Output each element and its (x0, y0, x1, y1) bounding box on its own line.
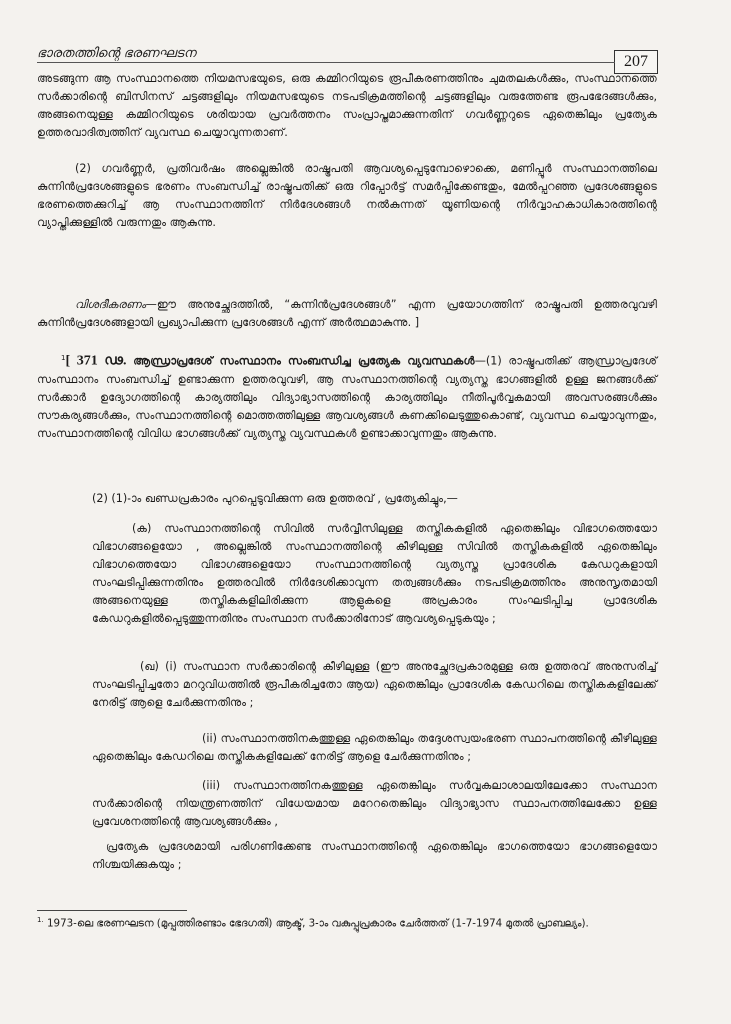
article-text: —(1) രാഷ്ട്രപതിക്ക് ആന്ധ്രാപ്രദേശ് സംസ്ഥാനം സംബന്ധിച്ച് ഉണ്ടാക്കുന്ന ഉത്തരവുവഴി, ആ സംസ്ഥാനത്തിന്റെ വ്യത്യസ്ത ഭാഗങ്ങളിൽ ഉള്ള ജനങ്ങൾക്ക് സർക്കാർ ഉദ്യോഗത്തിന്റെ കാര്യത്തിലും വിദ്യാഭ്യാസത്തിന്റെ കാര്യത്തിലും നീതിപൂർവ്വകമായി അവസരങ്ങൾക്കും സൗകര്യങ്ങൾക്കും, സംസ്ഥാനത്തിന്റെ മൊത്തത്തിലുള്ള ആവശ്യങ്ങൾ കണക്കിലെടുത്തുകൊണ്ട്, വ്യവസ്ഥ ചെയ്യാവുന്നതും, സംസ്ഥാനത്തിന്റെ വിവിധ ഭാഗങ്ങൾക്ക് വ്യത്യസ്ത വ്യവസ്ഥകൾ ഉണ്ടാക്കാവുന്നതും ആകുന്നു. (37, 354, 658, 440)
article-number: [ 371 ഢ. (65, 353, 127, 369)
clause-b-ii: (ii) സംസ്ഥാനത്തിനകത്തുള്ള ഏതെങ്കിലും തദ്ദേശസ്വയംഭരണ സ്ഥാപനത്തിന്റെ കീഴിലുള്ള ഏതെങ്കിലും കേഡറിലെ തസ്തികകളിലേക്ക് നേരിട്ട് ആളെ ചേർക്കുന്നതിനും ; (92, 732, 657, 763)
clause-2: (2) (1)-ാം ഖണ്ഡപ്രകാരം പുറപ്പെടുവിക്കുന്ന ഒരു ഉത്തരവ് , പ്രത്യേകിച്ചും,— (92, 492, 458, 505)
clause-b-i: (ഖ) (i) സംസ്ഥാന സർക്കാരിന്റെ കീഴിലുള്ള (ഈ അനുച്ഛേദപ്രകാരമുള്ള ഒരു ഉത്തരവ് അനുസരിച്ച് സംഘടിപ്പിച്ചതോ മററുവിധത്തിൽ രൂപീകരിച്ചതോ ആയ) ഏതെങ്കിലും പ്രാദേശിക കേഡറിലെ തസ്തികകളിലേക്ക് നേരിട്ട് ആളെ ചേർക്കുന്നതിനും ; (92, 660, 657, 709)
running-head: ഭാരതത്തിന്റെ ഭരണഘടന (37, 46, 196, 61)
footnote-reference: 1 (61, 354, 66, 362)
footnote-mark: 1. (37, 916, 44, 924)
explanation-paragraph (37, 296, 657, 332)
footnote (37, 913, 657, 931)
page-number: 207 (614, 50, 658, 74)
header-rule (37, 62, 615, 63)
clause-b-tail: പ്രത്യേക പ്രദേശമായി പരിഗണിക്കേണ്ട സംസ്ഥാനത്തിന്റെ ഏതെങ്കിലും ഭാഗത്തെയോ ഭാഗങ്ങളെയോ നിശ്ചയിക്കുകയും ; (92, 840, 657, 871)
explanation-body: —ഈ അനുച്ഛേദത്തിൽ, “കുന്നിൻപ്രദേശങ്ങൾ” എന്ന പ്രയോഗത്തിന് രാഷ്ട്രപതി ഉത്തരവുവഴി കുന്നിൻപ്രദേശങ്ങളായി പ്രഖ്യാപിക്കുന്ന പ്രദേശങ്ങൾ എന്ന് അർത്ഥമാകുന്നു. ] (37, 298, 657, 329)
article-371d-paragraph (37, 349, 657, 443)
paragraph-1: അടങ്ങുന്ന ആ സംസ്ഥാനത്തെ നിയമസഭയുടെ, ഒരു കമ്മിററിയുടെ രൂപീകരണത്തിനും ചുമതലകൾക്കും, സംസ്ഥാനത്തെ സർക്കാരിന്റെ ബിസിനസ് ചട്ടങ്ങളിലും നിയമസഭയുടെ നടപടിക്രമത്തിന്റെ ചട്ടങ്ങളിലും വരുത്തേണ്ട രൂപഭേദങ്ങൾക്കും, അങ്ങനെയുള്ള കമ്മിററിയുടെ ശരിയായ പ്രവർത്തനം സംപ്രാപ്തമാക്കുന്നതിന് ഗവർണ്ണറുടെ ഏതെങ്കിലും പ്രത്യേക ഉത്തരവാദിത്വത്തിന് വ്യവസ്ഥ ചെയ്യാവുന്നതാണ്. (37, 72, 657, 139)
footnote-text: 1973-ലെ ഭരണഘടന (മുപ്പത്തിരണ്ടാം ഭേദഗതി) ആക്ട്, 3-ാം വകുപ്പുപ്രകാരം ചേർത്തത് (1-7-1974 മുതൽ പ്രാബല്യം). (46, 917, 589, 930)
explanation-lead: വിശദീകരണം (75, 298, 146, 311)
clause-b-iii: (iii) സംസ്ഥാനത്തിനകത്തുള്ള ഏതെങ്കിലും സർവ്വകലാശാലയിലേക്കോ സംസ്ഥാന സർക്കാരിന്റെ നിയന്ത്രണത്തിന് വിധേയമായ മറേറതെങ്കിലും വിദ്യാഭ്യാസ സ്ഥാപനത്തിലേക്കോ ഉള്ള പ്രവേശനത്തിന്റെ ആവശ്യങ്ങൾക്കും , (92, 779, 657, 828)
article-heading: ആന്ധ്രാപ്രദേശ് സംസ്ഥാനം സംബന്ധിച്ച പ്രത്യേക വ്യവസ്ഥകൾ (133, 354, 475, 368)
clause-a: (ക) സംസ്ഥാനത്തിന്റെ സിവിൽ സർവ്വീസിലുള്ള തസ്തികകളിൽ ഏതെങ്കിലും വിഭാഗത്തെയോ വിഭാഗങ്ങളെയോ , അല്ലെങ്കിൽ സംസ്ഥാനത്തിന്റെ കീഴിലുള്ള സിവിൽ തസ്തികകളിൽ ഏതെങ്കിലും വിഭാഗത്തെയോ വിഭാഗങ്ങളെയോ സംസ്ഥാനത്തിന്റെ വ്യത്യസ്ത പ്രാദേശിക കേഡറുകളായി സംഘടിപ്പിക്കുന്നതിനും ഉത്തരവിൽ നിർദേശിക്കാവുന്ന തത്വങ്ങൾക്കും നടപടിക്രമത്തിനും അനുസൃതമായി അങ്ങനെയുള്ള തസ്തികകളിലിരിക്കുന്ന ആളുകളെ അപ്രകാരം സംഘടിപ്പിച്ച പ്രാദേശിക കേഡറുകളിൽപ്പെടുത്തുന്നതിനും സംസ്ഥാന സർക്കാരിനോട് ആവശ്യപ്പെടുകയും ; (92, 522, 657, 625)
footnote-rule (37, 910, 187, 911)
paragraph-2: (2) ഗവർണ്ണർ, പ്രതിവർഷം അല്ലെങ്കിൽ രാഷ്ട്രപതി ആവശ്യപ്പെടുമ്പോഴൊക്കെ, മണിപ്പൂർ സംസ്ഥാനത്തിലെ കുന്നിൻപ്രദേശങ്ങളുടെ ഭരണം സംബന്ധിച്ച് രാഷ്ട്രപതിക്ക് ഒരു റിപ്പോർട്ട് സമർപ്പിക്കേണ്ടതും, മേൽപ്പറഞ്ഞ പ്രദേശങ്ങളുടെ ഭരണത്തെക്കുറിച്ച് ആ സംസ്ഥാനത്തിന് നിർദേശങ്ങൾ നൽകുന്നത് യൂണിയന്റെ നിർവ്വാഹകാധികാരത്തിന്റെ വ്യാപ്തിക്കുള്ളിൽ വരുന്നതും ആകുന്നു. (37, 162, 657, 229)
